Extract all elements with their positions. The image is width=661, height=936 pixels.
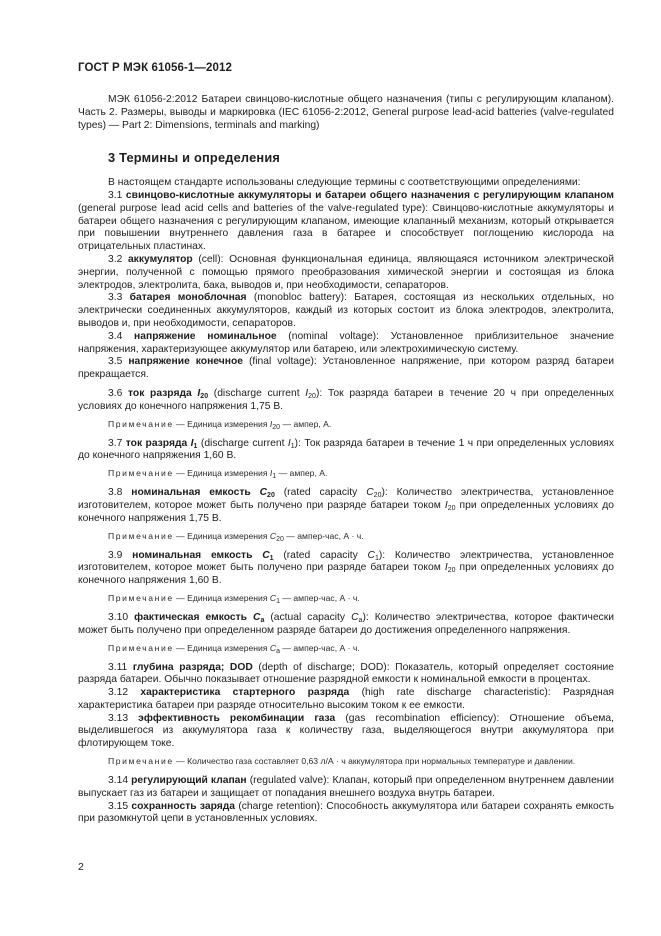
term-name: ток разряда $I_1$ — [125, 437, 198, 450]
term-entry-3-5: 3.5 напряжение конечное (final voltage): Установленное напряжение, при котором разряд батареи прекращается. — [78, 356, 614, 381]
term-entry-3-13: 3.13 эффективность рекомбинации газа (gas recombination efficiency): Отношение объема, выделившегося из аккумулятора газа к количеству газа, выделяющегося внутри аккумулятора при флотирующем токе. — [78, 712, 614, 750]
term-name: свинцово-кислотные аккумуляторы и батареи общего назначения с регулирующим клапаном — [125, 189, 614, 201]
term-note: Примечание — Единица измерения $I_1$ — ампер, А. — [108, 468, 328, 481]
term-name: ток разряда $I_{20}$ — [128, 387, 209, 400]
term-name: напряжение номинальное — [134, 330, 277, 342]
term-name: глубина разряда; DOD — [132, 661, 253, 673]
normative-reference: МЭК 61056-2:2012 Батареи свинцово-кислотные общего назначения (типы с регулирующим клапаном). Часть 2. Размеры, выводы и маркировка (IEC 61056-2:2012, General purpose lead-acid batteries (valve-regulated types) — Part 2: Dimensions, terminals and marking) — [78, 94, 614, 131]
term-note: Примечание — Единица измерения $I_{20}$ — ампер, А. — [108, 418, 332, 431]
term-name: эффективность рекомбинации газа — [138, 712, 336, 724]
document-header: ГОСТ Р МЭК 61056-1—2012 — [78, 62, 232, 74]
term-name: характеристика стартерного разряда — [140, 687, 350, 699]
term-name: сохранность заряда — [131, 800, 236, 812]
term-entry-3-1: 3.1 свинцово-кислотные аккумуляторы и батареи общего назначения с регулирующим клапаном (general purpose lead acid cells and batteries of the valve-regulated type): Свинцово-кислотные аккумуляторы и батареи общего назначения с регулирующим клапаном, имеющие клапанный механизм, который открывается при повышении внутреннего давления газа в батарее и способствует поглощению кислорода на отрицательных пластинах. — [78, 189, 614, 253]
term-note: Примечание — Единица измерения $C_{20}$ — ампер-час, А · ч. — [108, 530, 364, 543]
term-entry-3-8: 3.8 номинальная емкость $C_{20}$ (rated capacity $C_{20}$): Количество электричества, установленное изготовителем, которое может быть получено при разряде батареи током $I_{20}$ при определенных условиях до конечного напряжения 1,75 В. — [78, 487, 614, 524]
term-entry-3-3: 3.3 батарея моноблочная (monobloc battery): Батарея, состоящая из нескольких отдельных, но электрически соединенных аккумуляторов, каждый из которых состоит из блока электродов, электролита, выводов и, при необходимости, сепараторов. — [78, 292, 614, 329]
term-entry-3-7: 3.7 ток разряда $I_1$ (discharge current $I_1$): Ток разряда батареи в течение 1 ч при определенных условиях до конечного напряжения 1,60 В. — [78, 437, 614, 462]
term-name: номинальная емкость $C_{20}$ — [131, 487, 275, 500]
term-entry-3-14: 3.14 регулирующий клапан (regulated valve): Клапан, который при определенном внутреннем давлении выпускает газ из батареи и защищает от попадания внешнего воздуха внутрь батареи. — [78, 775, 614, 799]
page-number: 2 — [78, 861, 84, 873]
term-entry-3-12: 3.12 характеристика стартерного разряда (high rate discharge characteristic): Разрядная характеристика батареи при разряде относительно высоким током к ее емкости. — [78, 687, 614, 711]
term-entry-3-2: 3.2 аккумулятор (cell): Основная функциональная единица, являющаяся источником электрической энергии, полученной с помощью прямого преобразования химической энергии и состоящая из блока электродов, электролита, бака, выводов и, при необходимости, сепараторов. — [78, 253, 614, 291]
section-intro: В настоящем стандарте использованы следующие термины с соответствующими определениями: — [108, 177, 581, 189]
term-entry-3-9: 3.9 номинальная емкость $C_1$ (rated capacity $C_1$): Количество электричества, установленное изготовителем, которое может быть получено при разряде батареи током $I_{20}$ при определенных условиях до конечного напряжения 1,60 В. — [78, 549, 614, 587]
term-entry-3-11: 3.11 глубина разряда; DOD (depth of discharge; DOD): Показатель, который определяет состояние разряда батареи. Обычно показывает отношение разрядной емкости к номинальной емкости в процентах. — [78, 661, 614, 686]
term-note: Примечание — Единица измерения $C_1$ — ампер-час, А · ч. — [108, 592, 360, 605]
term-name: напряжение конечное — [128, 356, 243, 368]
term-name: фактическая емкость $C_a$ — [134, 611, 265, 624]
section-title: 3 Термины и определения — [108, 150, 281, 166]
term-entry-3-6: 3.6 ток разряда $I_{20}$ (discharge current $I_{20}$): Ток разряда батареи в течение 20 ч при определенных условиях до конечного напряжения 1,75 В. — [78, 387, 614, 412]
term-entry-3-10: 3.10 фактическая емкость $C_a$ (actual capacity $C_a$): Количество электричества, которое фактически может быть получено при определенном разряде батареи до достижения определенного напряжения. — [78, 611, 614, 636]
term-name: аккумулятор — [127, 253, 193, 265]
term-note: Примечание — Единица измерения $C_a$ — ампер-час, А · ч. — [108, 642, 360, 655]
term-name: номинальная емкость $C_1$ — [132, 549, 274, 562]
term-name: регулирующий клапан — [131, 775, 247, 787]
term-name: батарея моноблочная — [129, 292, 247, 304]
term-entry-3-4: 3.4 напряжение номинальное (nominal voltage): Установленное приблизительное значение напряжения, характеризующее аккумулятор или батарею, или электрохимическую систему. — [78, 330, 614, 355]
page-content — [78, 94, 614, 826]
term-note: Примечание — Количество газа составляет 0,63 л/А · ч аккумулятора при нормальных температуре и давлении. — [108, 756, 576, 767]
term-entry-3-15: 3.15 сохранность заряда (charge retention): Способность аккумулятора или батареи сохранять емкость при разомкнутой цепи в установленных условиях. — [78, 800, 614, 825]
